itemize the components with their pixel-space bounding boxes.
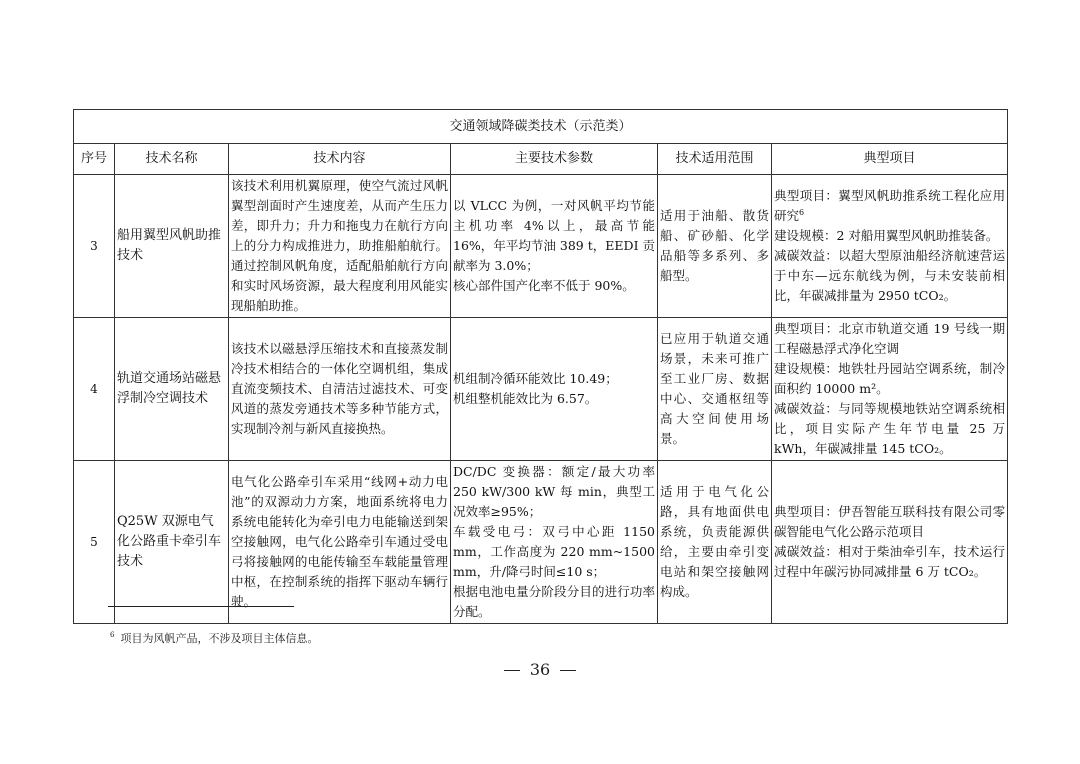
- project-line: 典型项目：北京市轨道交通 19 号线一期工程磁悬浮式净化空调: [774, 321, 1006, 356]
- row-tech-params: [451, 175, 658, 318]
- project-line: 减碳效益：以超大型原油船经济航速营运于中东—远东航线为例，与未安装前相比，年碳减排量为 2950 tCO₂。: [774, 248, 1006, 303]
- row-tech-content: 该技术以磁悬浮压缩技术和直接蒸发制冷技术相结合的一体化空调机组，集成直流变频技术、自清洁过滤技术、可变风道的蒸发旁通技术等多种节能方式，实现制冷剂与新风直接换热。: [229, 318, 451, 461]
- row-tech-scope: 适用于油船、散货船、矿砂船、化学品船等多系列、多船型。: [658, 175, 772, 318]
- row-seq: 4: [74, 318, 115, 461]
- param-line: 车载受电弓：双弓中心距 1150 mm，工作高度为 220 mm~1500 mm，升/降弓时间≤10 s；: [453, 524, 655, 579]
- header-project: 典型项目: [772, 144, 1008, 175]
- page-dash-left: [504, 670, 520, 671]
- table-row: [74, 175, 1008, 318]
- row-typical-project: [772, 318, 1008, 461]
- row-seq: 3: [74, 175, 115, 318]
- row-seq: 5: [74, 461, 115, 624]
- row-tech-params: [451, 318, 658, 461]
- param-line: 核心部件国产化率不低于 90%。: [453, 278, 635, 293]
- row-tech-content: 电气化公路牵引车采用“线网+动力电池”的双源动力方案，地面系统将电力系统电能转化为牵引电力电能输送到架空接触网，电气化公路牵引车通过受电弓将接触网的电能传输至车载能量管理中枢，在控制系统的指挥下驱动车辆行驶。: [229, 461, 451, 624]
- page-number: [0, 660, 1080, 679]
- param-line: DC/DC 变换器：额定/最大功率 250 kW/300 kW 每 min，典型工况效率≥95%；: [453, 464, 655, 519]
- footnote-divider: [108, 606, 294, 607]
- row-tech-content: 该技术利用机翼原理，使空气流过风帆翼型剖面时产生速度差，从而产生压力差，即升力；升力和拖曳力在航行方向上的分力构成推进力，助推船舶航行。通过控制风帆角度，适配船舶航行方向和实时风场资源，最大程度利用风能实现船舶助推。: [229, 175, 451, 318]
- param-line: 机组制冷循环能效比 10.49；: [453, 371, 618, 386]
- header-seq: 序号: [74, 144, 115, 175]
- footnote: [110, 630, 318, 646]
- project-line: 建设规模：2 对船用翼型风帆助推装备。: [774, 228, 999, 243]
- footnote-text: 项目为风帆产品，不涉及项目主体信息。: [120, 632, 319, 645]
- project-line: 典型项目：翼型风帆助推系统工程化应用研究$^6$: [774, 188, 1006, 223]
- row-tech-name: 船用翼型风帆助推技术: [115, 175, 229, 318]
- page-number-value: 36: [529, 660, 551, 679]
- row-tech-name: Q25W 双源电气化公路重卡牵引车技术: [115, 461, 229, 624]
- table-title: 交通领域降碳类技术（示范类）: [74, 110, 1008, 144]
- project-line: 减碳效益：相对于柴油牵引车，技术运行过程中年碳污协同减排量 6 万 tCO₂。: [774, 544, 1006, 579]
- page-dash-right: [560, 670, 576, 671]
- row-tech-scope: 适用于电气化公路，具有地面供电系统，负责能源供给，主要由牵引变电站和架空接触网构成。: [658, 461, 772, 624]
- table-title-row: [74, 110, 1008, 144]
- row-tech-scope: 已应用于轨道交通场景，未来可推广至工业厂房、数据中心、交通枢纽等高大空间使用场景。: [658, 318, 772, 461]
- param-line: 机组整机能效比为 6.57。: [453, 391, 598, 406]
- param-line: 以 VLCC 为例，一对风帆平均节能主机功率 4%以上，最高节能 16%，年平均节油 389 t，EEDI 贡献率为 3.0%；: [453, 198, 655, 273]
- footnote-mark: 6: [110, 631, 115, 640]
- table-row: [74, 461, 1008, 624]
- table-row: [74, 318, 1008, 461]
- header-scope: 技术适用范围: [658, 144, 772, 175]
- row-tech-name: 轨道交通场站磁悬浮制冷空调技术: [115, 318, 229, 461]
- row-typical-project: [772, 175, 1008, 318]
- footnote-ref[interactable]: 6: [799, 207, 805, 217]
- header-content: 技术内容: [229, 144, 451, 175]
- table-header-row: [74, 144, 1008, 175]
- row-tech-params: [451, 461, 658, 624]
- project-line: 典型项目：伊吾智能互联科技有限公司零碳智能电气化公路示范项目: [774, 504, 1006, 539]
- header-name: 技术名称: [115, 144, 229, 175]
- row-typical-project: [772, 461, 1008, 624]
- project-line: 建设规模：地铁牡丹园站空调系统，制冷面积约 10000 m²。: [774, 361, 1006, 396]
- header-params: 主要技术参数: [451, 144, 658, 175]
- project-line: 减碳效益：与同等规模地铁站空调系统相比，项目实际产生年节电量 25 万 kWh，年碳减排量 145 tCO₂。: [774, 401, 1006, 456]
- param-line: 根据电池电量分阶段分目的进行功率分配。: [453, 584, 655, 619]
- tech-table: [73, 109, 1008, 624]
